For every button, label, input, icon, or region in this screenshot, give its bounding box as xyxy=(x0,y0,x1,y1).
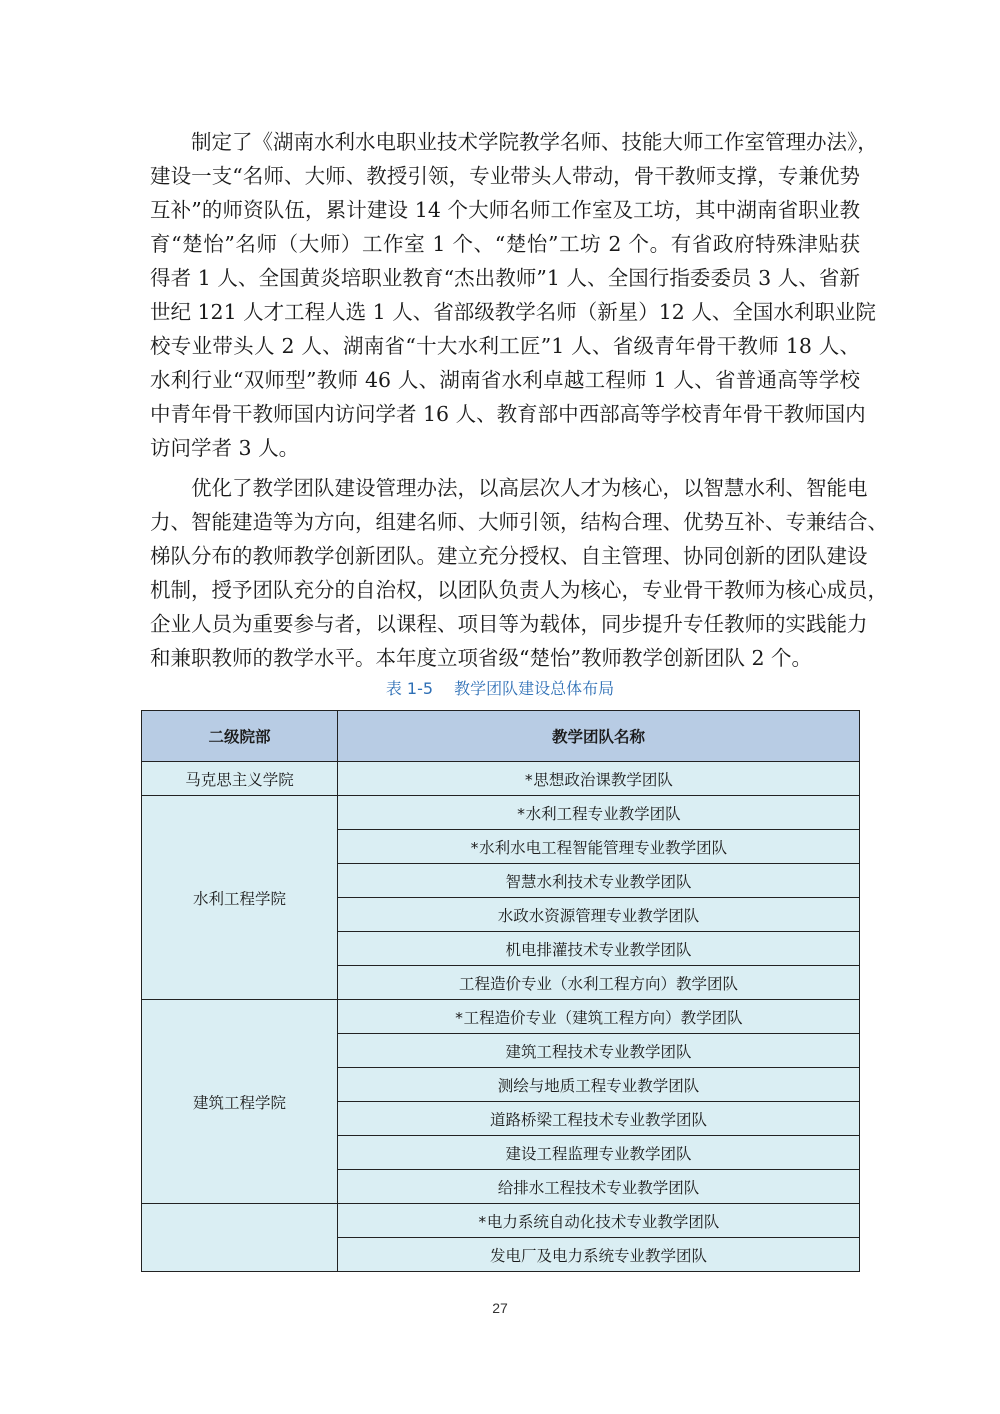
table-row xyxy=(142,762,860,796)
paragraph-teaching-teams xyxy=(150,471,888,675)
paragraph-line: 世纪 121 人才工程人选 1 人、省部级教学名师（新星）12 人、全国水利职业院 xyxy=(150,300,876,324)
team-name-cell: *水利水电工程智能管理专业教学团队 xyxy=(338,830,860,864)
paragraph-line: 校专业带头人 2 人、湖南省“十大水利工匠”1 人、省级青年骨干教师 18 人、 xyxy=(150,334,860,358)
paragraph-line: 建设一支“名师、大师、教授引领，专业带头人带动，骨干教师支撑，专兼优势 xyxy=(150,164,860,188)
team-name-cell: 建设工程监理专业教学团队 xyxy=(338,1136,860,1170)
team-name-cell: 给排水工程技术专业教学团队 xyxy=(338,1170,860,1204)
table-header-row xyxy=(142,711,860,762)
paragraph-line: 企业人员为重要参与者，以课程、项目等为载体，同步提升专任教师的实践能力 xyxy=(150,612,868,636)
paragraph-line: 得者 1 人、全国黄炎培职业教育“杰出教师”1 人、全国行指委委员 3 人、省新 xyxy=(150,266,860,290)
paragraph-line: 水利行业“双师型”教师 46 人、湖南省水利卓越工程师 1 人、省普通高等学校 xyxy=(150,368,860,392)
team-name-cell: *水利工程专业教学团队 xyxy=(338,796,860,830)
team-name-cell: 智慧水利技术专业教学团队 xyxy=(338,864,860,898)
header-team-name: 教学团队名称 xyxy=(338,711,860,762)
team-name-cell: *思想政治课教学团队 xyxy=(338,762,860,796)
table-row xyxy=(142,796,860,830)
table-caption-title: 教学团队建设总体布局 xyxy=(454,679,615,698)
team-name-cell: *工程造价专业（建筑工程方向）教学团队 xyxy=(338,1000,860,1034)
team-name-cell: 测绘与地质工程专业教学团队 xyxy=(338,1068,860,1102)
paragraph-line: 制定了《湖南水利水电职业技术学院教学名师、技能大师工作室管理办法》， xyxy=(191,130,878,154)
page-number: 27 xyxy=(492,1300,508,1316)
department-cell: 建筑工程学院 xyxy=(142,1000,338,1204)
paragraph-line: 和兼职教师的教学水平。本年度立项省级“楚怡”教师教学创新团队 2 个。 xyxy=(150,646,813,670)
paragraph-line: 中青年骨干教师国内访问学者 16 人、教育部中西部高等学校青年骨干教师国内 xyxy=(150,402,866,426)
paragraph-line: 访问学者 3 人。 xyxy=(150,436,300,460)
paragraph-line: 育“楚怡”名师（大师）工作室 1 个、“楚怡”工坊 2 个。有省政府特殊津贴获 xyxy=(150,232,860,256)
paragraph-line: 优化了教学团队建设管理办法，以高层次人才为核心，以智慧水利、智能电 xyxy=(191,476,868,500)
team-name-cell: 机电排灌技术专业教学团队 xyxy=(338,932,860,966)
team-name-cell: 工程造价专业（水利工程方向）教学团队 xyxy=(338,966,860,1000)
table-body xyxy=(142,762,860,1272)
header-department: 二级院部 xyxy=(142,711,338,762)
team-name-cell: 发电厂及电力系统专业教学团队 xyxy=(338,1238,860,1272)
paragraph-line: 梯队分布的教师教学创新团队。建立充分授权、自主管理、协同创新的团队建设 xyxy=(150,544,868,568)
team-name-cell: *电力系统自动化技术专业教学团队 xyxy=(338,1204,860,1238)
team-name-cell: 建筑工程技术专业教学团队 xyxy=(338,1034,860,1068)
department-cell: 马克思主义学院 xyxy=(142,762,338,796)
department-cell xyxy=(142,1204,338,1272)
table-row xyxy=(142,1204,860,1238)
paragraph-line: 机制，授予团队充分的自治权，以团队负责人为核心，专业骨干教师为核心成员， xyxy=(150,578,888,602)
paragraph-line: 互补”的师资队伍，累计建设 14 个大师名师工作室及工坊，其中湖南省职业教 xyxy=(150,198,860,222)
table-row xyxy=(142,1000,860,1034)
table-caption xyxy=(0,676,1000,699)
table-caption-number: 表 1-5 xyxy=(385,679,434,698)
paragraph-line: 力、智能建造等为方向，组建名师、大师引领，结构合理、优势互补、专兼结合、 xyxy=(150,510,888,534)
team-name-cell: 水政水资源管理专业教学团队 xyxy=(338,898,860,932)
paragraph-teacher-studios xyxy=(150,125,878,465)
team-name-cell: 道路桥梁工程技术专业教学团队 xyxy=(338,1102,860,1136)
teaching-teams-table xyxy=(141,710,860,1272)
department-cell: 水利工程学院 xyxy=(142,796,338,1000)
